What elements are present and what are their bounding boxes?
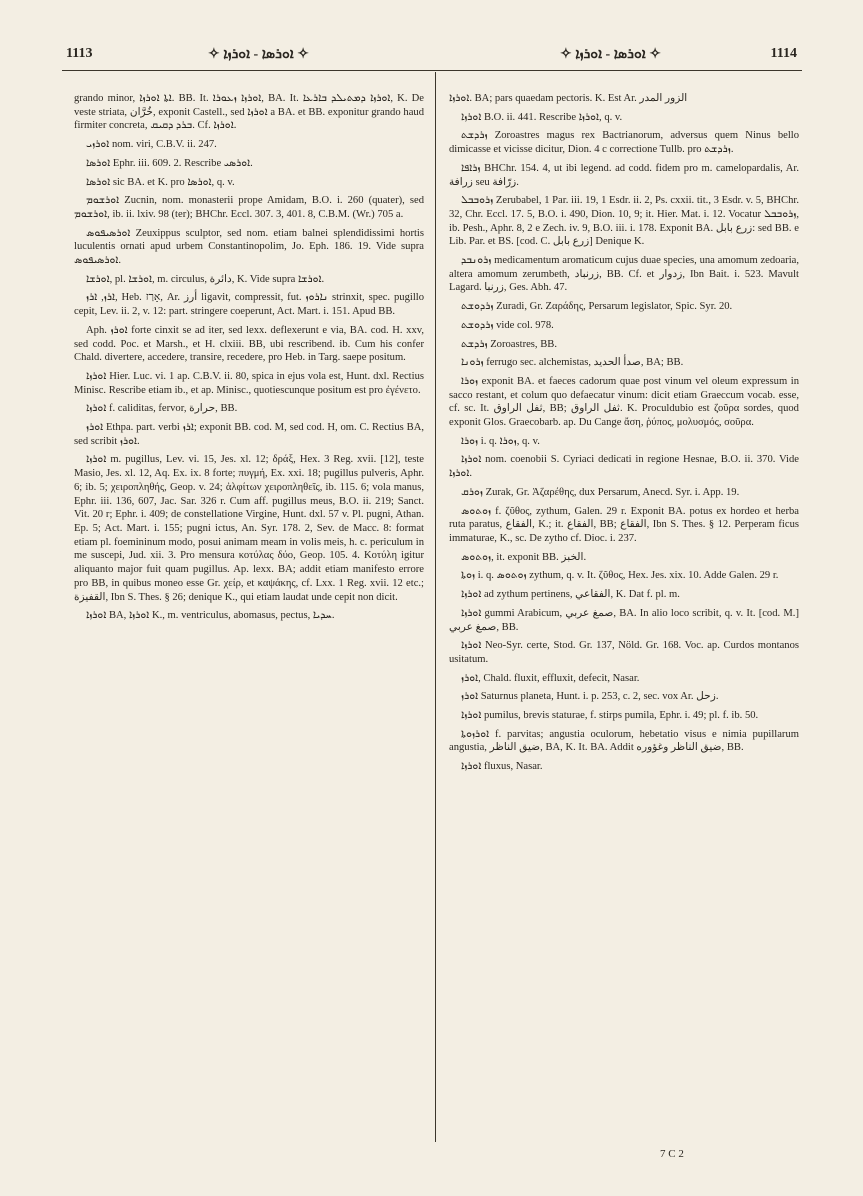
entry: ܙܘܪܩ Zurak, Gr. Ἀζαρέθης, dux Persarum, Anecd. Syr. i. App. 19. <box>461 486 740 498</box>
entry: ܐܘܪܙܐ f. caliditas, fervor, حرارة, BB. <box>86 403 238 415</box>
entry: ܐܪܙ, ܐܪܙ, Heb. אָרַז, Ar. أرز ligavit, compressit, fut. ܢܐܪܘܙ strinxit, spec. pugillo cepit, Lev. ii. 2, v. 12: part. stringere coeperunt, Act. Mart. i. 151. Apud BB. <box>74 292 425 318</box>
entry: ܐܘܪܣܐ Ephr. iii. 609. 2. Rescribe ܐܘܪܣܝ. <box>86 157 253 169</box>
entry: ܙܪܕܘܫܬ vide col. 978. <box>461 319 554 331</box>
right-page-number: 1114 <box>770 46 797 61</box>
entry: ܐܘܪܙܐ nom. coenobii S. Cyriaci dedicati in regione Hesnae, B.O. ii. 370. Vide ܐܘܪܙܐ. <box>449 454 799 480</box>
entry: ܐܘܪܙܐ fluxus, Nasar. <box>461 761 543 773</box>
entry: grando minor, ܐܬܐ ܐܘܪܙܐ. BB. It. ܐܘܪܙܐ ܙܥܘܪܐ, BA. It. ܐܘܪܙܐ ܕܡܬܝܠܕ ܒܐܪܥܐ, K. De veste striata, خُرَّان, exponit Castell., sed ܐܘܪܙܐ a BA. et BB. exponitur grando haud firmiter concreta, ܒܪܕ ܕܩܝܩ. Cf. ܐܘܪܙܐ. <box>74 93 424 132</box>
entry: ܙܘܬܘܣ f. ζῦθος, zythum, Galen. 29 r. Exponit BA. potus ex hordeo et herba ruta paratus, الفقاع, K.; it. الفقاع, BB; الفقاع, Ibn S. Thes. § 12. Perperam ficus immaturae, K., sc. De zytho cf. Dioc. i. 237. <box>449 505 799 544</box>
entry: ܐܘܪܣܝܦܘܣ Zeuxippus sculptor, sed nom. etiam balnei splendidissimi hortis luculentis ornati apud urbem Constantinopolim, Jo. Eph. 186. 19. Vide supra ܐܘܪܣܝܦܘܣ. <box>74 227 424 267</box>
entry: ܙܪܘܒܒܠ Zerubabel, 1 Par. iii. 19, 1 Esdr. ii. 2, Ps. cxxii. tit., 3 Esdr. v. 5, BHChr. 32, Chr. Eccl. 17. 5, B.O. i. 490, Dion. 10, 9; it. Hier. Mat. i. 12. Vocatur ܙܪܘܒܒܠ, ib. Pesh., Aphr. 8, 2 e Zech. iv. 9, B.O. iii. i. 178. Exponit BA. زرع بابل: sed BB. e Lib. Par. et BS. [cod. C. زرع بابل] Denique K. <box>449 195 799 248</box>
entry: ܐܘܪܫܐ, pl. ܐܘܪܫܐ, m. circulus, دائرة, K. Vide supra ܐܘܪܫܐ. <box>86 273 325 285</box>
entry: ܐܘܪܙܐ Neo-Syr. certe, Stod. Gr. 137, Nöld. Gr. 168. Voc. ap. Curdos montanos usitatum. <box>449 640 799 665</box>
entry: ܐܘܪܙܘܬܐ f. parvitas; angustia oculorum, hebetatio visus e nimia pupillarum angustia, ضيق الناظر, BA, K. It. BA. Addit ضيق الناظر وغؤوره, BB. <box>449 728 799 754</box>
right-column <box>449 92 799 779</box>
right-running-head: ✧ ܐܘܪܣܐ - ܐܘܪܙܐ ✧ <box>560 47 661 62</box>
entry: ܙܘܬܐ i. q. ܙܘܬܘܣ zythum, q. v. It. ζῦθος, Hex. Jes. xix. 10. Adde Galen. 29 r. <box>461 570 779 582</box>
entry: ܙܘܪܐ i. q. ܙܘܪܐ, q. v. <box>461 435 540 447</box>
entry: ܐܘܪܙ Ethpa. part. verbi ܐܪܙ; exponit BB. cod. M, sed cod. H, om. C. Rectius BA, sed scribit ܐܘܪܙ. <box>74 422 424 447</box>
entry: ܙܪܘܢܐ ferrugo sec. alchemistas, صدأ الحديد, BA; BB. <box>461 357 684 369</box>
entry: ܐܘܪܙܐ ad zythum pertinens, الفقاعي, K. Dat f. pl. m. <box>461 589 680 601</box>
left-running-head: ✧ ܐܘܪܣܐ - ܐܘܪܙܐ ✧ <box>208 47 309 62</box>
entry: ܐܘܪܙ, Chald. fluxit, effluxit, defecit, Nasar. <box>461 672 640 684</box>
header-rule <box>62 70 802 71</box>
entry: ܐܘܪܙ Saturnus planeta, Hunt. i. p. 253, c. 2, sec. vox Ar. زحل. <box>461 691 719 703</box>
entry: ܙܪܐܦܐ BHChr. 154. 4, ut ibi legend. ad codd. fidem pro m. camelopardalis, Ar. زرافة seu زرّافة. <box>449 162 799 188</box>
entry: ܙܘܪܐ exponit BA. et faeces cadorum quae post vinum vel oleum expressum in sacco restant, et colum quo defaecatur vinum: dicit etiam Graeccum vocab. esse, cf. sc. It. ثفل الراوق, BB; ثفل الراوق. K. Proculdubio est ζοῦρα sordes, quod exponit Glos. Graecobarb. ap. Du Cange ἄση, ῥύπος, μολυσμός, σοῦρα. <box>449 375 799 429</box>
left-page-number: 1113 <box>66 46 93 61</box>
column-divider <box>435 72 436 1142</box>
entry: ܐܘܪܙܐ BA, ܐܘܪܙܐ K., m. ventriculus, abomasus, pectus, ܚܕܝܐ. <box>86 610 335 622</box>
entry: ܐܘܪܙܐ pumilus, brevis staturae, f. stirps pumila, Ephr. i. 49; pl. f. ib. 50. <box>461 710 759 722</box>
entry: Aph. ܐܘܪܙ forte cinxit se ad iter, sed lexx. deflexerunt e via, BA. cod. H. xxv, sed codd. Poc. et Marsh., et H. clxiii. BB, ubi rescribend. ib. Cum his confer Chald. divertere, accedere, transire, recedere, pro Heb. in Targ. saepe positum. <box>74 324 424 364</box>
entry: ܐܘܪܣܐ sic BA. et K. pro ܐܘܪܣܐ, q. v. <box>86 176 235 188</box>
entry: ܐܘܪܙܐ. BA; pars quaedam pectoris. K. Est Ar. الزور المدر <box>449 93 688 104</box>
signature-mark: 7 C 2 <box>660 1148 684 1160</box>
entry: ܐܘܪܙܐ m. pugillus, Lev. vi. 15, Jes. xl. 12; δράξ, Hex. 3 Reg. xvii. [12], teste Masio, Jes. xl. 12, Aq. Ex. ix. 8 forte; πυγμή, Ex. xxi. 18; pugillus pulveris, Aphr. 6; ib. 5; χειροπληθής, Geop. v. 24; ἀλφίτων χειροπληθεῖς, ib. 115. 6; vola manus, Ephr. iii. 136, 607, Jac. Sar. 326 r. Cum aff. pugillus meus, B.O. ii. 219; Sanct. Vit. 20 r; Ephr. i. 409; de constellatione Virgine, Hunt. dxl. 57 v. Pl. pugni, Athan. Ep. 5; Act. Mart. i. 155; pugni ictus, An. Syr. 178. 2, Sev. de Macc. 8: format etiam pl. foemininum modo, posui animam meam in volis meis, h. c. periculum in me suscepi, Jud. xii. 3. Pro mensura κοτύλας δύο, Geop. 105. 4. Κοτύλη igitur aliquanto major fuit quam pugillus. Ap. lexx. BA; addit etiam manifesto errore pro BB, in quibus moneo esse Gr. χείρ, et καψάκης, cf. Lxx. 1 Reg. xvii. 12 etc.; القفيزة, Ibn S. Thes. § 26; denique K., qui etiam laudat unde cepit non dicit. <box>74 454 424 603</box>
entry: ܐܘܪܙܐ B.O. ii. 441. Rescribe ܐܘܪܙܐ, q. v. <box>461 111 623 123</box>
entry: ܐܘܪܫܘܡ Zucnin, nom. monasterii prope Amidam, B.O. i. 260 (quater), sed ܐܘܪܫܘܡ, ib. ii. lxiv. 98 (ter); BHChr. Eccl. 307. 3, 401. 8, C.B.M. (Wr.) 705 a. <box>74 195 424 220</box>
entry: ܐܘܪܙܐ Hier. Luc. vi. 1 ap. C.B.V. ii. 80, spica in ejus vola est, Hunt. dxl. Rectius Minisc. Rescribe etiam ib., et ap. Minisc., quotiescunque positum est pro ἐγένετο. <box>74 370 424 396</box>
left-column <box>74 92 424 628</box>
entry: ܙܪܕܫܬ Zoroastres magus rex Bactrianorum, adversus quem Ninus bello dimicasse et vicisse dicitur, Dion. 4 c correctione Tullb. pro ܙܪܕܫܬ. <box>449 130 799 156</box>
entry: ܙܪܕܘܫܬ Zuradi, Gr. Ζαράδης, Persarum legislator, Spic. Syr. 20. <box>461 301 733 313</box>
entry: ܙܪܘܢܒܕ medicamentum aromaticum cujus duae species, una amomum zedoaria, altera amomum zerumbeth, زرنباد, BB. Cf. et زدوار, Ibn Bait. i. 523. Mavult Lagard. زرنبا, Ges. Abh. 47. <box>449 255 799 294</box>
entry: ܙܘܬܘܣ, it. exponit BB. الخبز. <box>461 551 587 563</box>
entry: ܙܪܕܫܬ Zoroastres, BB. <box>461 338 558 350</box>
entry: ܐܘܪܙܝ nom. viri, C.B.V. ii. 247. <box>86 139 217 151</box>
entry: ܐܘܪܙܐ gummi Arabicum, صمغ عربي, BA. In alio loco scribit, q. v. It. [cod. M.] صمغ عربي, BB. <box>449 607 799 633</box>
